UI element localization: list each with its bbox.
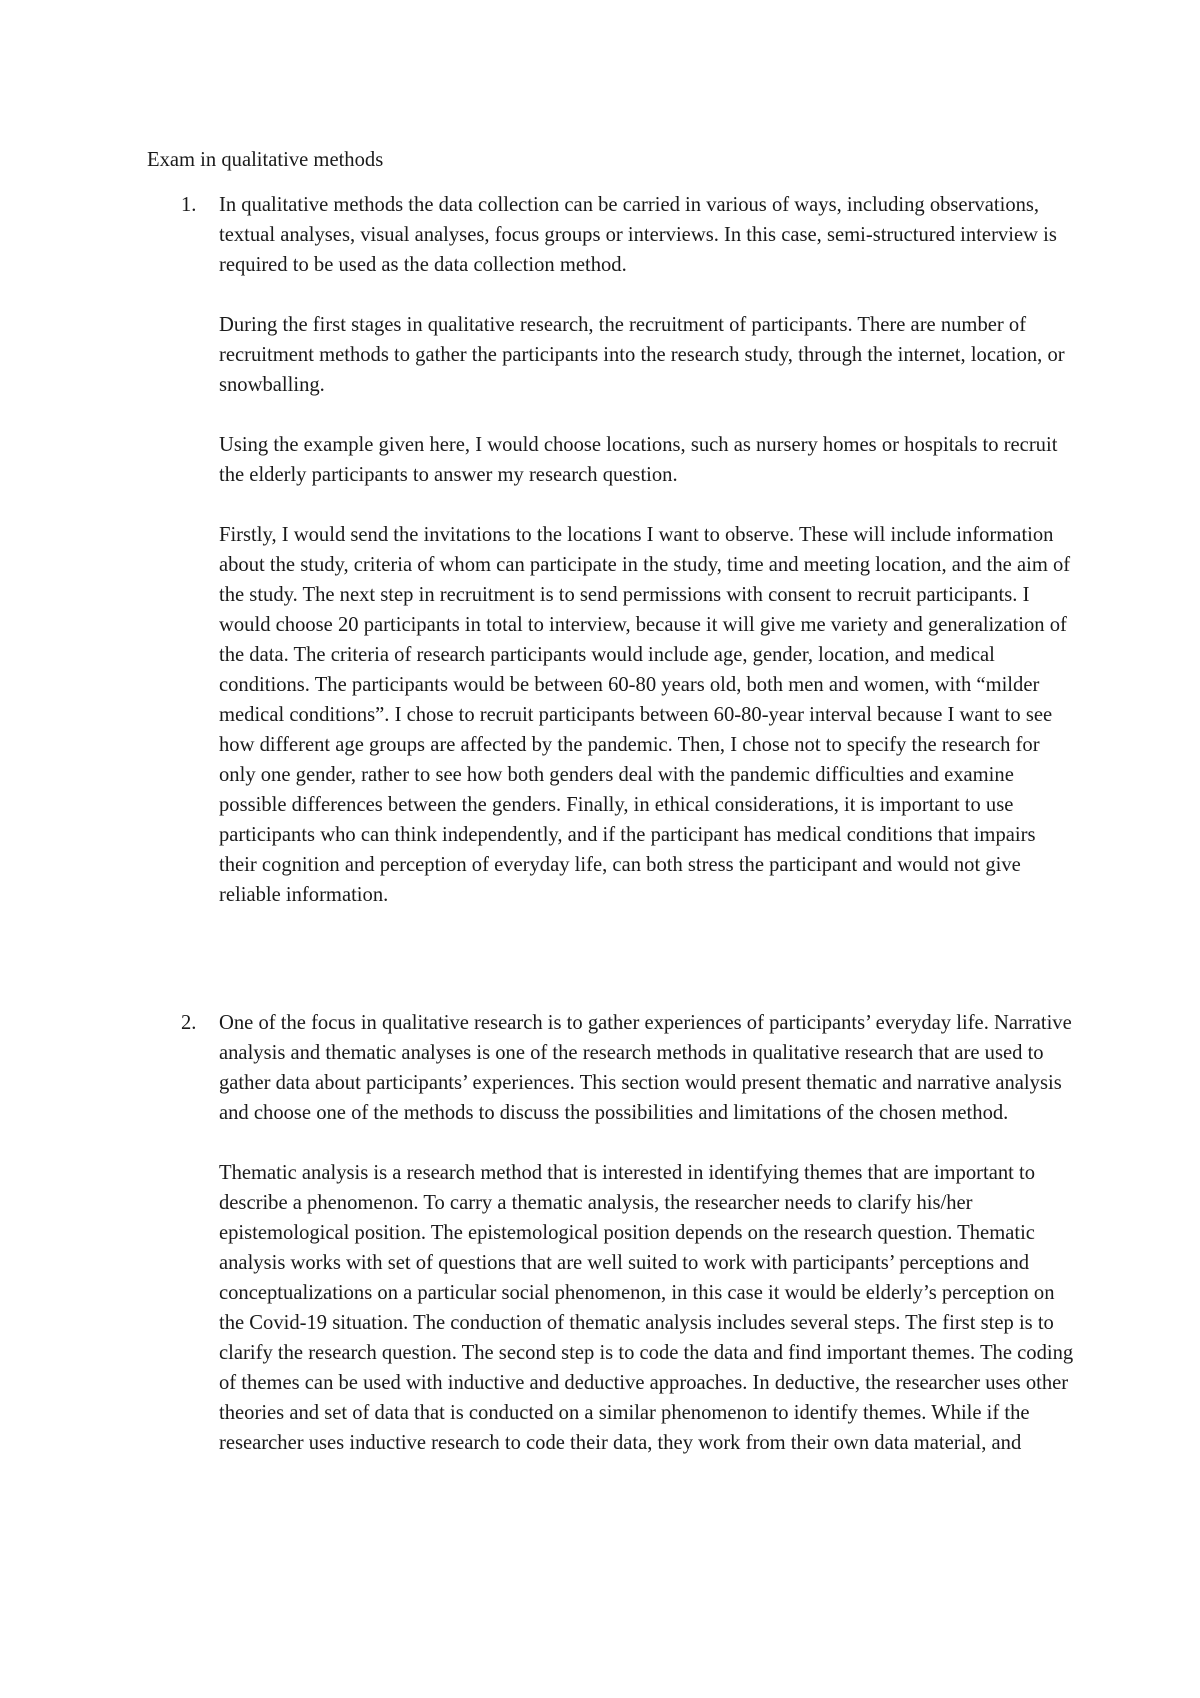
document-title: Exam in qualitative methods (147, 149, 384, 171)
paragraph: During the first stages in qualitative research, the recruitment of participants. There are number of recruitment methods to gather the participants into the research study, through the internet, location, or snowballing. (219, 314, 1065, 396)
list-item-body (219, 1008, 1077, 1458)
paragraph: One of the focus in qualitative research is to gather experiences of participants’ everyday life. Narrative analysis and thematic analyses is one of the research methods in qualitative research that are used to gather data about participants’ experiences. This section would present thematic and narrative analysis and choose one of the methods to discuss the possibilities and limitations of the chosen method. (219, 1012, 1072, 1124)
list-number: 2. (181, 1012, 197, 1034)
paragraph: Firstly, I would send the invitations to the locations I want to observe. These will include information about the study, criteria of whom can participate in the study, time and meeting location, and the aim of the study. The next step in recruitment is to send permissions with consent to recruit participants. I would choose 20 participants in total to interview, because it will give me variety and generalization of the data. The criteria of research participants would include age, gender, location, and medical conditions. The participants would be between 60-80 years old, both men and women, with “milder medical conditions”. I chose to recruit participants between 60-80-year interval because I want to see how different age groups are affected by the pandemic. Then, I chose not to specify the research for only one gender, rather to see how both genders deal with the pandemic difficulties and examine possible differences between the genders. Finally, in ethical considerations, it is important to use participants who can think independently, and if the participant has medical conditions that impairs their cognition and perception of everyday life, can both stress the participant and would not give reliable information. (219, 524, 1071, 906)
paragraph: Using the example given here, I would choose locations, such as nursery homes or hospitals to recruit the elderly participants to answer my research question. (219, 434, 1058, 486)
paragraph: Thematic analysis is a research method that is interested in identifying themes that are important to describe a phenomenon. To carry a thematic analysis, the researcher needs to clarify his/her epistemological position. The epistemological position depends on the research question. Thematic analysis works with set of questions that are well suited to work with participants’ perceptions and conceptualizations on a particular social phenomenon, in this case it would be elderly’s perception on the Covid-19 situation. The conduction of thematic analysis includes several steps. The first step is to clarify the research question. The second step is to code the data and find important themes. The coding of themes can be used with inductive and deductive approaches. In deductive, the researcher uses other theories and set of data that is conducted on a similar phenomenon to identify themes. While if the researcher uses inductive research to code their data, they work from their own data material, and (219, 1162, 1074, 1454)
paragraph: In qualitative methods the data collection can be carried in various of ways, including observations, textual analyses, visual analyses, focus groups or interviews. In this case, semi-structured interview is required to be used as the data collection method. (219, 194, 1057, 276)
list-number: 1. (181, 194, 197, 216)
list-item-body (219, 190, 1077, 910)
